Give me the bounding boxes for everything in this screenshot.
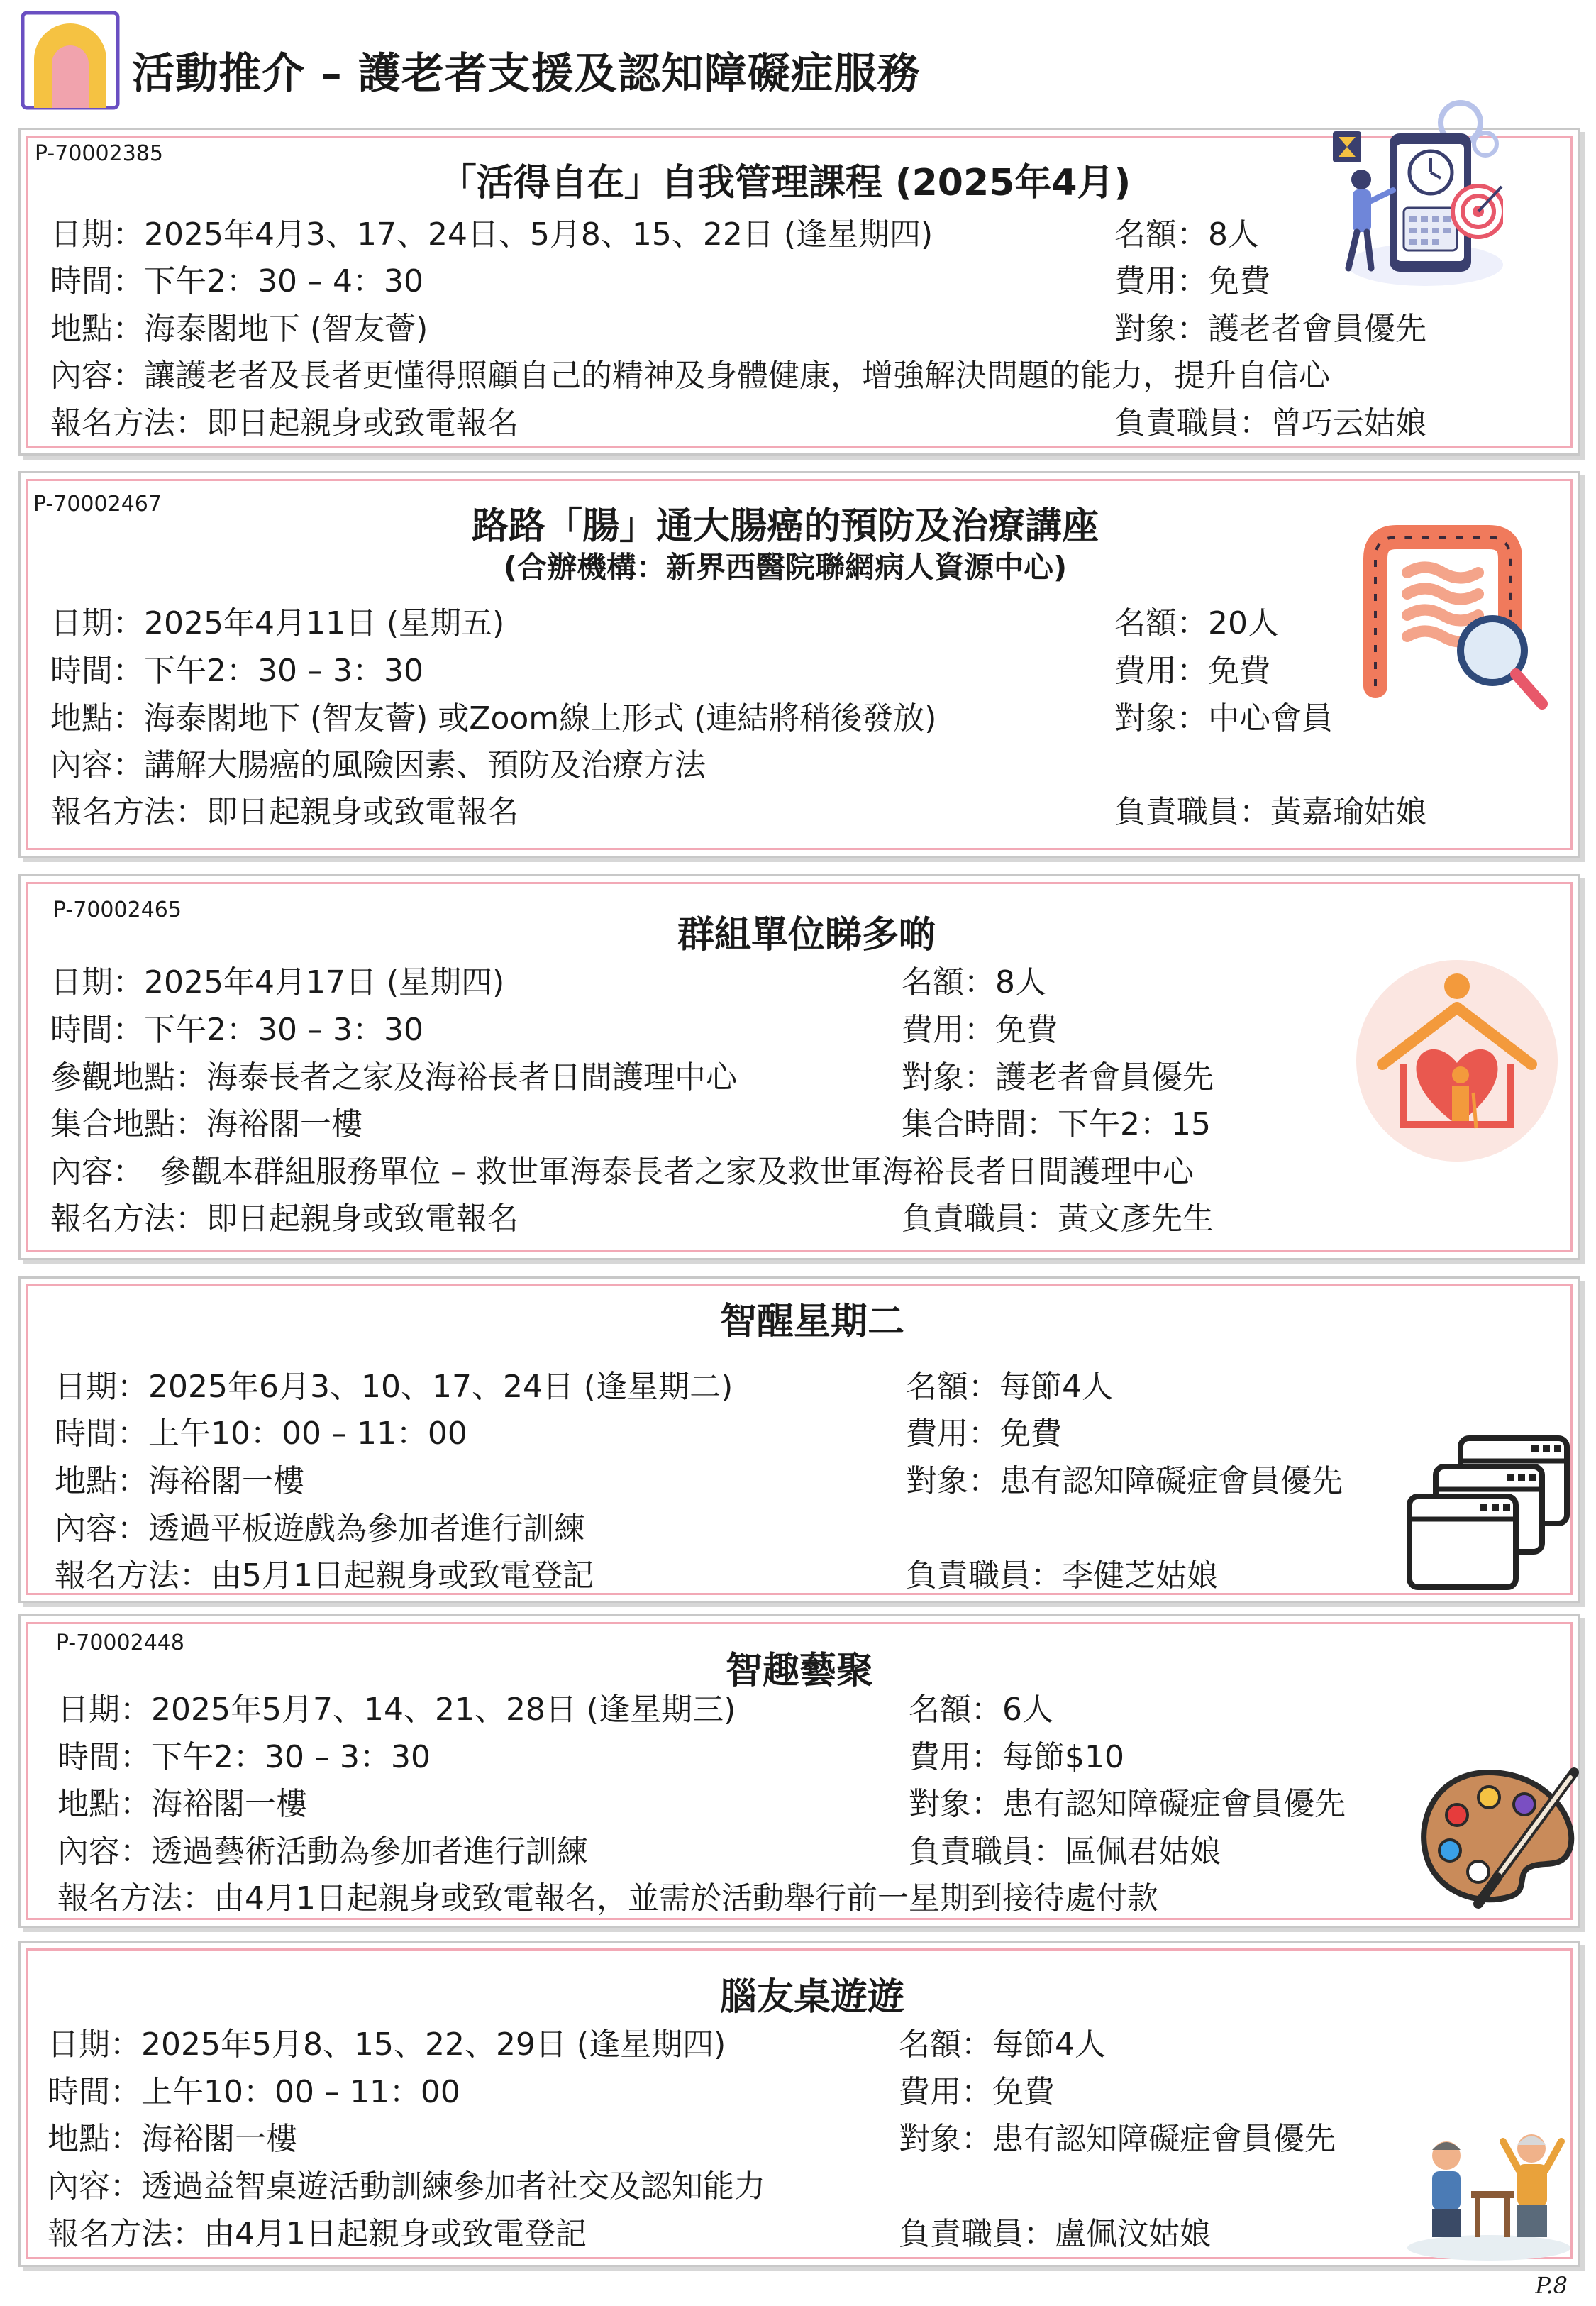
home-care-icon — [1354, 958, 1560, 1164]
event-signup: 報名方法：即日起親身或致電報名 — [50, 794, 519, 830]
event-content: 內容： 參觀本群組服務單位 – 救世軍海泰長者之家及救世軍海裕長者日間護理中心 — [50, 1154, 1194, 1190]
elders-playing-game-icon — [1404, 2106, 1574, 2262]
event-target: 對象：患有認知障礙症會員優先 — [906, 1463, 1343, 1499]
event-code: P-70002448 — [56, 1631, 184, 1655]
schedule-planning-illustration-icon — [1319, 94, 1503, 293]
event-signup: 報名方法：由4月1日起親身或致電報名，並需於活動舉行前一星期到接待處付款 — [57, 1880, 1158, 1916]
event-code: P-70002385 — [35, 141, 163, 166]
event-venue: 地點：海泰閣地下 (智友薈) 或Zoom線上形式 (連結將稍後發放) — [50, 700, 937, 737]
event-date: 日期：2025年4月3、17、24日、5月8、15、22日 (逢星期四) — [50, 216, 933, 253]
event-content: 內容：透過平板遊戲為參加者進行訓練 — [55, 1511, 585, 1547]
event-date: 日期：2025年5月8、15、22、29日 (逢星期四) — [48, 2026, 726, 2063]
event-date: 日期：2025年6月3、10、17、24日 (逢星期二) — [55, 1369, 733, 1405]
event-fee: 費用：免費 — [1114, 653, 1270, 689]
event-quota: 名額：8人 — [1114, 216, 1259, 253]
stacked-windows-icon — [1404, 1431, 1574, 1594]
event-subtitle: (合辦機構：新界西醫院聯網病人資源中心) — [503, 550, 1068, 585]
event-time: 時間：上午10：00 – 11：00 — [48, 2074, 460, 2110]
event-card-unit-visit — [18, 874, 1580, 1260]
event-quota: 名額：6人 — [909, 1692, 1053, 1728]
arch-logo-icon — [20, 10, 121, 111]
event-target: 對象：中心會員 — [1114, 700, 1333, 737]
event-content: 內容：透過藝術活動為參加者進行訓練 — [57, 1833, 588, 1870]
event-fee: 費用：每節$10 — [909, 1739, 1124, 1775]
intestine-magnifier-icon — [1340, 509, 1553, 722]
event-title: 「活得自在」自我管理課程 (2025年4月) — [439, 162, 1131, 204]
event-time: 時間：下午2：30 – 4：30 — [50, 263, 423, 299]
event-venue: 地點：海裕閣一樓 — [48, 2121, 297, 2157]
event-fee: 費用：免費 — [899, 2074, 1055, 2110]
event-card-colorectal-talk — [18, 471, 1580, 858]
event-card-board-games — [18, 1941, 1580, 2267]
event-staff: 負責職員：區佩君姑娘 — [909, 1833, 1221, 1870]
event-date: 日期：2025年4月17日 (星期四) — [50, 964, 505, 1000]
event-fee: 費用：免費 — [902, 1012, 1058, 1048]
event-content: 內容：讓護老者及長者更懂得照顧自己的精神及身體健康，增強解決問題的能力，提升自信心 — [50, 358, 1330, 394]
event-signup: 報名方法：由5月1日起親身或致電登記 — [55, 1557, 594, 1594]
event-date: 日期：2025年4月11日 (星期五) — [50, 605, 505, 641]
event-code: P-70002465 — [53, 898, 182, 922]
event-staff: 負責職員：李健芝姑娘 — [906, 1557, 1218, 1594]
event-target: 對象：護老者會員優先 — [1114, 311, 1426, 347]
event-venue: 地點：海泰閣地下 (智友薈) — [50, 311, 428, 347]
event-target: 對象：患有認知障礙症會員優先 — [909, 1786, 1346, 1822]
event-date: 日期：2025年5月7、14、21、28日 (逢星期三) — [57, 1692, 736, 1728]
event-staff: 負責職員：黃嘉瑜姑娘 — [1114, 794, 1426, 830]
event-title: 群組單位睇多啲 — [677, 914, 936, 956]
event-meet-time: 集合時間：下午2：15 — [902, 1106, 1211, 1142]
paint-palette-icon — [1411, 1758, 1588, 1921]
event-title: 智趣藝聚 — [725, 1650, 874, 1692]
event-signup: 報名方法：即日起親身或致電報名 — [50, 405, 519, 441]
event-target: 對象：護老者會員優先 — [902, 1059, 1214, 1096]
event-target: 對象：患有認知障礙症會員優先 — [899, 2121, 1336, 2157]
event-quota: 名額：20人 — [1114, 605, 1279, 641]
page-number: P.8 — [1535, 2272, 1568, 2299]
page-title: 活動推介 – 護老者支援及認知障礙症服務 — [132, 49, 921, 99]
event-venue: 地點：海裕閣一樓 — [55, 1463, 304, 1499]
event-title: 腦友桌遊遊 — [719, 1976, 905, 2019]
event-code: P-70002467 — [33, 492, 162, 517]
event-time: 時間：下午2：30 – 3：30 — [50, 1012, 423, 1048]
event-title: 路路「腸」通大腸癌的預防及治療講座 — [471, 505, 1099, 548]
event-content: 內容：講解大腸癌的風險因素、預防及治療方法 — [50, 747, 706, 783]
event-visit-venue: 參觀地點：海泰長者之家及海裕長者日間護理中心 — [50, 1059, 737, 1096]
event-signup: 報名方法：由4月1日起親身或致電登記 — [48, 2216, 587, 2252]
event-signup: 報名方法：即日起親身或致電報名 — [50, 1201, 519, 1237]
event-meet-venue: 集合地點：海裕閣一樓 — [50, 1106, 362, 1142]
event-title: 智醒星期二 — [719, 1301, 905, 1343]
event-quota: 名額：8人 — [902, 964, 1046, 1000]
event-content: 內容：透過益智桌遊活動訓練參加者社交及認知能力 — [48, 2168, 765, 2205]
event-fee: 費用：免費 — [1114, 263, 1270, 299]
event-quota: 名額：每節4人 — [899, 2026, 1106, 2063]
event-card-smart-tuesday — [18, 1276, 1580, 1603]
event-time: 時間：上午10：00 – 11：00 — [55, 1416, 467, 1452]
event-staff: 負責職員：曾巧云姑娘 — [1114, 405, 1426, 441]
event-card-art-gathering — [18, 1614, 1580, 1928]
event-staff: 負責職員：盧佩汶姑娘 — [899, 2216, 1211, 2252]
event-staff: 負責職員：黃文彥先生 — [902, 1201, 1214, 1237]
event-card-self-management — [18, 128, 1580, 456]
event-time: 時間：下午2：30 – 3：30 — [57, 1739, 431, 1775]
event-quota: 名額：每節4人 — [906, 1369, 1113, 1405]
event-fee: 費用：免費 — [906, 1416, 1062, 1452]
event-venue: 地點：海裕閣一樓 — [57, 1786, 307, 1822]
event-time: 時間：下午2：30 – 3：30 — [50, 653, 423, 689]
